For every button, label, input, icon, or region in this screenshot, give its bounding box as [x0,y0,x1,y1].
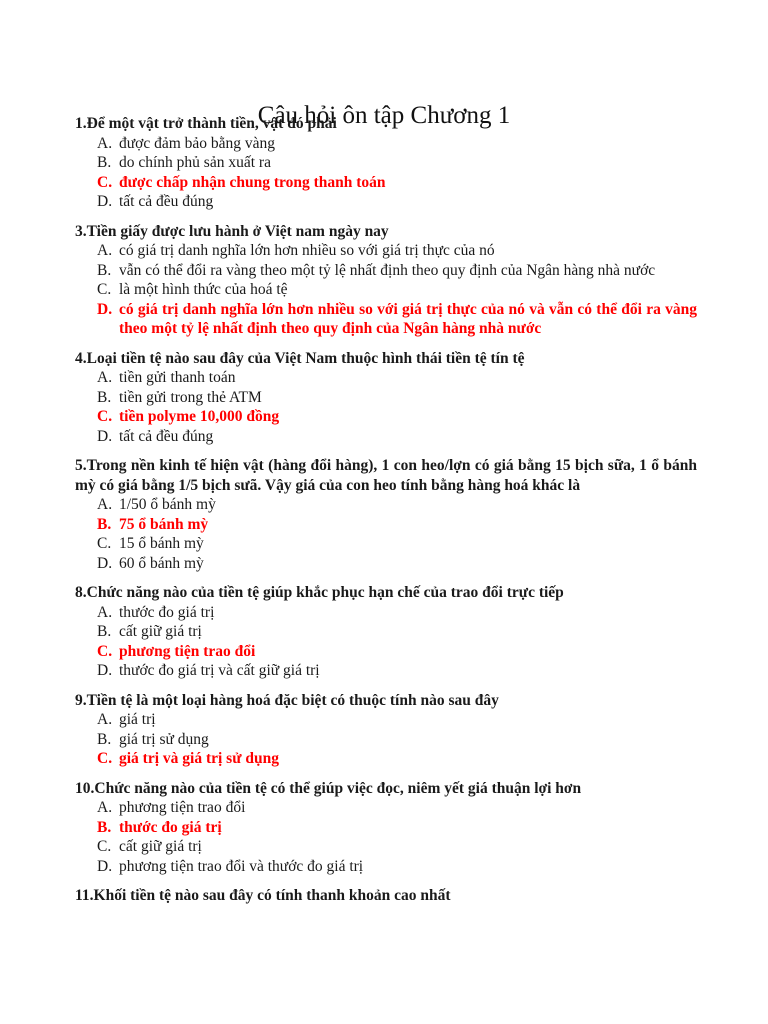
option-letter: A. [97,242,113,259]
option-text: do chính phủ sản xuất ra [119,154,271,171]
option-text: 75 ổ bánh mỳ [119,515,209,533]
option-letter: C. [97,642,113,660]
answer-option [75,495,697,515]
question-text: 5.Trong nền kinh tế hiện vật (hàng đổi hàng), 1 con heo/lợn có giá bằng 15 bịch sữa, 1 ổ bánh mỳ có giá bằng 1/5 bịch sưã. Vậy giá của con heo tính bằng hàng hoá khác là [75,457,697,494]
option-text: thước đo giá trị [119,818,222,836]
question-item [75,222,697,339]
option-letter: A. [97,603,113,621]
option-text: cất giữ giá trị [119,838,202,855]
option-letter: C. [97,173,113,191]
option-letter: A. [97,496,113,513]
option-text: tiền gửi thanh toán [119,369,236,386]
page-title: Câu hỏi ôn tập Chương 1 [257,101,511,129]
option-text: có giá trị danh nghĩa lớn hơn nhiều so với giá trị thực của nó [119,242,495,259]
option-text: có giá trị danh nghĩa lớn hơn nhiều so với giá trị thực của nó và vẫn có thể đổi ra vàng theo một tỷ lệ nhất định theo quy định của Ngân hàng nhà nước [119,300,697,337]
correct-answer-option [75,642,697,662]
answer-options [75,798,697,876]
question-text: 11.Khối tiền tệ nào sau đây có tính thanh khoản cao nhất [75,887,451,904]
option-text: phương tiện trao đổi [119,642,256,660]
answer-option [75,857,697,877]
question-text: 3.Tiền giấy được lưu hành ở Việt nam ngày nay [75,222,389,240]
question-text: 10.Chức năng nào của tiền tệ có thể giúp việc đọc, niêm yết giá thuận lợi hơn [75,779,582,797]
answer-option [75,798,697,818]
answer-option [75,534,697,554]
option-letter: C. [97,281,112,298]
answer-options [75,495,697,573]
answer-option [75,730,697,750]
option-letter: A. [97,799,113,816]
question-item [75,886,697,906]
correct-answer-option [75,818,697,838]
option-text: tất cả đều đúng [119,193,214,210]
correct-answer-option [75,515,697,535]
question-item [75,779,697,877]
answer-option [75,192,697,212]
option-text: tất cả đều đúng [119,427,214,445]
option-letter: B. [97,388,112,406]
option-letter: D. [97,427,113,445]
option-text: phương tiện trao đổi và thước đo giá trị [119,857,364,875]
option-letter: A. [97,711,113,728]
answer-option [75,661,697,681]
option-letter: B. [97,515,112,533]
answer-option [75,280,697,300]
answer-option [75,388,697,408]
answer-option [75,241,697,261]
option-text: là một hình thức của hoá tệ [119,281,288,298]
answer-options [75,134,697,212]
question-list [75,114,697,916]
option-letter: A. [97,369,113,386]
option-letter: C. [97,750,113,767]
option-text: cất giữ giá trị [119,623,202,640]
option-letter: A. [97,134,113,152]
answer-option [75,427,697,447]
option-letter: B. [97,730,112,748]
answer-option [75,710,697,730]
correct-answer-option [75,300,697,339]
question-item [75,583,697,681]
answer-option [75,554,697,574]
option-text: được đảm bảo bằng vàng [119,134,276,152]
option-text: 60 ổ bánh mỳ [119,554,204,572]
question-text: 8.Chức năng nào của tiền tệ giúp khắc phục hạn chế của trao đổi trực tiếp [75,584,564,601]
option-letter: D. [97,662,113,679]
option-text: giá trị [119,711,156,728]
option-text: được chấp nhận chung trong thanh toán [119,173,386,191]
correct-answer-option [75,749,697,769]
question-text: 1.Để một vật trở thành tiền, vật đó phải [75,115,337,132]
option-text: giá trị sử dụng [119,730,209,748]
answer-options [75,710,697,769]
answer-option [75,153,697,173]
answer-option [75,134,697,154]
option-text: 1/50 ổ bánh mỳ [119,496,216,513]
option-text: thước đo giá trị [119,603,215,621]
option-letter: C. [97,838,112,855]
answer-option [75,837,697,857]
answer-option [75,622,697,642]
option-letter: C. [97,408,113,425]
correct-answer-option [75,173,697,193]
option-letter: B. [97,261,112,279]
option-letter: B. [97,818,112,836]
option-text: tiền gửi trong thẻ ATM [119,388,262,406]
option-letter: D. [97,554,113,572]
question-item [75,349,697,447]
question-text: 9.Tiền tệ là một loại hàng hoá đặc biệt có thuộc tính nào sau đây [75,691,499,709]
option-text: vẫn có thể đổi ra vàng theo một tỷ lệ nhất định theo quy định của Ngân hàng nhà nước [119,261,656,279]
question-item [75,114,697,212]
answer-options [75,368,697,446]
option-letter: D. [97,857,113,875]
answer-options [75,603,697,681]
answer-option [75,368,697,388]
option-text: tiền polyme 10,000 đồng [119,408,280,425]
option-letter: B. [97,154,112,171]
question-item [75,456,697,573]
option-letter: C. [97,535,112,552]
option-text: phương tiện trao đổi [119,799,246,816]
option-letter: B. [97,623,112,640]
answer-options [75,241,697,339]
option-text: 15 ổ bánh mỳ [119,535,204,552]
option-text: giá trị và giá trị sử dụng [119,750,280,767]
answer-option [75,261,697,281]
option-letter: D. [97,193,113,210]
answer-option [75,603,697,623]
option-text: thước đo giá trị và cất giữ giá trị [119,662,320,679]
question-item [75,691,697,769]
question-text: 4.Loại tiền tệ nào sau đây của Việt Nam thuộc hình thái tiền tệ tín tệ [75,349,525,367]
correct-answer-option [75,407,697,427]
option-letter: D. [97,300,113,318]
